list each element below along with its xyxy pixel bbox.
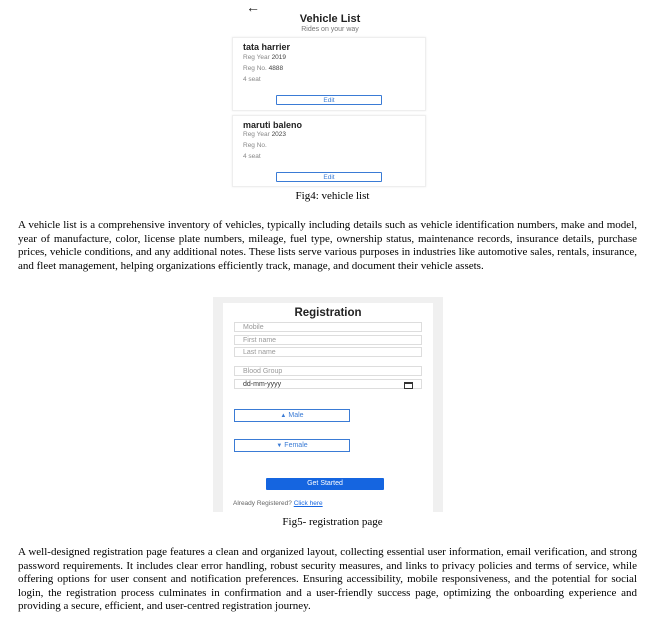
seat-count: 4 seat bbox=[243, 76, 261, 83]
get-started-button[interactable]: Get Started bbox=[266, 478, 384, 490]
female-label: Female bbox=[284, 442, 308, 449]
reg-year-label: Reg Year bbox=[243, 131, 270, 138]
vehicle-list-figure bbox=[230, 0, 430, 187]
reg-year-label: Reg Year bbox=[243, 54, 270, 61]
calendar-icon[interactable] bbox=[404, 382, 413, 389]
reg-year-line bbox=[243, 54, 286, 61]
seat-count: 4 seat bbox=[243, 153, 261, 160]
reg-no-label: Reg No. bbox=[243, 65, 267, 72]
vehicle-card bbox=[232, 37, 426, 111]
registration-figure bbox=[213, 297, 443, 512]
already-registered bbox=[233, 500, 323, 507]
vehicle-name: tata harrier bbox=[243, 42, 291, 52]
male-label: Male bbox=[288, 412, 304, 419]
registration-panel bbox=[223, 303, 433, 512]
date-field[interactable] bbox=[234, 379, 422, 389]
reg-no-line bbox=[243, 142, 267, 149]
edit-button[interactable]: Edit bbox=[276, 95, 382, 105]
already-registered-text: Already Registered? bbox=[233, 500, 292, 507]
vehicle-name: maruti baleno bbox=[243, 120, 303, 130]
reg-year-line bbox=[243, 131, 286, 138]
body-paragraph: A vehicle list is a comprehensive inventory of vehicles, typically including details such as vehicle identification numbers, make and model, year of manufacture, color, license plate numbers, mileage, fuel type, ownership status, maintenance records, insurance details, purchase prices, vehicle conditions, and any additional notes. These lists serve various purposes in industries like automotive sales, rentals, insurance, and fleet management, helping organizations efficiently track, manage, and document their vehicle assets. bbox=[18, 219, 637, 272]
vehicle-list-subtitle: Rides on your way bbox=[301, 26, 359, 33]
registration-title: Registration bbox=[294, 307, 362, 319]
mobile-field[interactable]: Mobile bbox=[234, 322, 422, 332]
reg-no-value: 4888 bbox=[268, 65, 284, 72]
female-button[interactable] bbox=[234, 439, 350, 452]
first-name-field[interactable]: First name bbox=[234, 335, 422, 345]
reg-year-value: 2023 bbox=[271, 131, 287, 138]
male-button[interactable] bbox=[234, 409, 350, 422]
edit-button[interactable]: Edit bbox=[276, 172, 382, 182]
figure-caption: Fig4: vehicle list bbox=[295, 190, 370, 202]
click-here-link[interactable]: Click here bbox=[293, 500, 323, 507]
reg-no-label: Reg No. bbox=[243, 142, 267, 149]
arrow-down-icon: ▼ bbox=[276, 443, 283, 449]
date-placeholder: dd-mm-yyyy bbox=[243, 381, 282, 388]
arrow-left-icon[interactable]: ← bbox=[246, 0, 260, 15]
arrow-up-icon: ▲ bbox=[280, 413, 287, 419]
last-name-field[interactable]: Last name bbox=[234, 347, 422, 357]
blood-group-field[interactable]: Blood Group bbox=[234, 366, 422, 376]
vehicle-list-title: Vehicle List bbox=[299, 13, 361, 25]
reg-no-line bbox=[243, 65, 283, 72]
body-paragraph: A well-designed registration page features a clean and organized layout, collecting essential user information, email verification, and strong password requirements. It includes clear error handling, robust security measures, and links to privacy policies and terms of service, while offering options for user consent and notification preferences. Ensuring accessibility, mobile responsiveness, and the potential for social login, the registration process culminates in confirmation and a user-friendly success page, optimizing the onboarding experience and providing a secure, efficient, and user-centred registration journey. bbox=[18, 546, 637, 613]
vehicle-card bbox=[232, 115, 426, 187]
reg-year-value: 2019 bbox=[271, 54, 287, 61]
figure-caption: Fig5- registration page bbox=[282, 516, 383, 528]
